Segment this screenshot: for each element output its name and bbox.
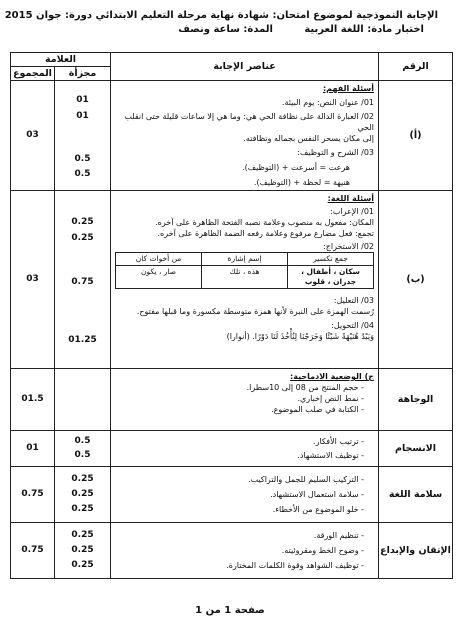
relevance-total: 01.5 [11,369,55,431]
section-b-title: أسئلة اللغة: [327,194,375,203]
section-a-label: (أ) [379,81,453,191]
part-header: مجزأة [55,67,111,81]
section-a-title: أسئلة الفهم: [322,84,375,93]
section-b-q1b: تجمع: فعل مضارع مرفوع وعلامة رفعه الضمة الظاهرة على آخره. [157,229,375,238]
relevance-item: - نمط النص إخباري. [297,394,365,403]
language-label: سلامة اللغة [379,467,453,523]
section-b-q4: 04/ التحويل: [331,321,375,330]
extract-value-demonstratives: هذه ، تلك [202,266,288,289]
mastery-content [111,523,379,579]
language-item: - سلامة استعمال الاستشهاد. [270,490,365,499]
coherence-label: الانسجام [379,431,453,467]
mastery-marks [55,523,111,579]
coherence-mark: 0.5 [74,436,91,446]
mastery-total: 0.75 [11,523,55,579]
relevance-content [111,369,379,431]
section-b-content [111,191,379,369]
header-exam-title: الإجابة النموذجية لموضوع امتحان: شهادة نهاية مرحلة التعليم الابتدائي دورة: جوان 2015 [4,10,438,21]
page-footer: صفحة 1 من 1 [195,605,265,616]
section-a-mark: 01 [76,95,89,105]
section-a-q1: 01/ عنوان النص: يوم البيئة. [281,98,375,107]
relevance-item: - الكتابة في صلب الموضوع. [271,405,365,414]
section-b-mark: 0.25 [71,233,94,243]
section-a-total: 03 [11,81,55,191]
section-b-q1: 01/ الإعراب: [330,207,375,216]
section-b-q3: 03/ التعليل: [333,296,375,305]
relevance-item: - حجم المنتج من 08 إلى 10سطرا. [246,383,365,392]
section-c-title: ج) الوضعية الادماجية: [290,372,375,381]
total-header: المجموع [11,67,55,81]
section-a-mark: 0.5 [74,169,91,179]
language-item: - التركيب السليم للجمل والتراكيب. [248,475,365,484]
section-a-mark: 0.5 [74,154,91,164]
section-b-total: 03 [11,191,55,369]
extract-header-kana-sisters: من أخوات كان [116,253,202,266]
section-a-mark: 01 [76,111,89,121]
language-marks [55,467,111,523]
header-duration: المدة: ساعة ونصف [178,24,273,35]
relevance-row [11,369,453,431]
mastery-mark: 0.25 [71,530,94,540]
section-b-marks [55,191,111,369]
extract-header-plurals: جمع تكسير [288,253,374,266]
section-a-q3b: هنيهة = لحظة + (التوظيف). [253,178,351,187]
mastery-mark: 0.25 [71,545,94,555]
header-subject-duration [178,24,424,35]
coherence-mark: 0.5 [74,450,91,460]
language-mark: 0.25 [71,474,94,484]
answer-table [10,52,453,579]
mastery-item: - توظيف الشواهد وقوة الكلمات المختارة. [226,561,365,570]
mark-header: العلامة [11,53,111,67]
section-a-q3: 03/ الشرح و التوظيف: [297,148,375,157]
coherence-content [111,431,379,467]
mastery-label: الإتقان والإبداع [379,523,453,579]
coherence-total: 01 [11,431,55,467]
section-a-q2a: 02/ العبارة الدالة على نظافة الحي هي: وما هي إلا ساعات قليلة حتى انقلب الحي [124,112,375,132]
extract-header-demonstratives: إسم إشارة [202,253,288,266]
language-content [111,467,379,523]
section-a-marks [55,81,111,191]
section-a-row [11,81,453,191]
extraction-table [115,252,374,289]
section-a-q2b: إلى مكان يسحر النفس بجماله ونظافته. [243,134,375,143]
section-b-label: (ب) [379,191,453,369]
section-b-mark: 0.75 [71,277,94,287]
mastery-item: - وضوح الخط ومقروئيته. [281,546,365,555]
relevance-label: الوجاهة [379,369,453,431]
number-header: الرقم [379,53,453,81]
section-a-q3a: هرعت = أسرعت + (التوظيف). [242,163,351,172]
coherence-row [11,431,453,467]
language-item: - خلو الموضوع من الأخطاء. [272,505,365,514]
section-b-mark: 01.25 [68,335,97,345]
section-a-content [111,81,379,191]
extract-value-kana-sisters: صار ، يكون [116,266,202,289]
section-b-row [11,191,453,369]
coherence-item: - ترتيب الأفكار. [313,437,365,446]
extract-value-plurals: سكان ، أطفال ، جدران ، قلوب [288,266,374,289]
language-total: 0.75 [11,467,55,523]
header-subject: اختبار مادة: اللغة العربية [304,24,424,35]
coherence-item: - توظيف الاستشهاد. [297,451,365,460]
section-b-q1a: المكان: مفعول به منصوب وعلامة نصبه الفتحة الظاهرة على آخره. [155,218,375,227]
language-mark: 0.25 [71,489,94,499]
language-row [11,467,453,523]
language-mark: 0.25 [71,504,94,514]
mastery-item: - تنظيم الورقة. [313,531,365,540]
section-b-q4a: وَيَبْدُ هُنَيْهَةً شَيْئًا وَخَرَجْنَا لِنُأْخُذَ لَنَا دَوْرًا. (أنوارا) [226,332,375,341]
section-b-q2: 02/ الاستخراج: [323,242,375,251]
section-b-mark: 0.25 [71,217,94,227]
mastery-mark: 0.25 [71,560,94,570]
mastery-row [11,523,453,579]
coherence-marks [55,431,111,467]
section-b-q3a: رُسمت الهمزة على النبرة لأنها همزة متوسطة مكسورة وما قبلها مفتوح. [136,307,375,316]
answer-elements-header: عناصر الإجابة [111,53,379,81]
